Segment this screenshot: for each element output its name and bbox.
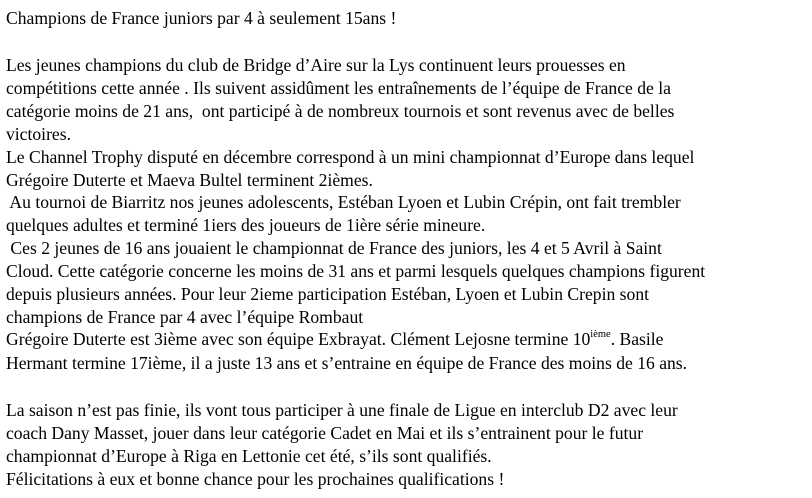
paragraph-line: Grégoire Duterte et Maeva Bultel terminent 2ièmes. — [6, 170, 373, 190]
line-text: . Basile — [610, 329, 664, 349]
paragraph-line: champions de France par 4 avec l’équipe Rombaut — [6, 307, 364, 327]
paragraph-line: Le Channel Trophy disputé en décembre correspond à un mini championnat d’Europe dans lequel — [6, 147, 695, 167]
paragraph-line: Les jeunes champions du club de Bridge d’Aire sur la Lys continuent leurs prouesses en — [6, 55, 626, 75]
line-text: Grégoire Duterte est 3ième avec son équipe Exbrayat. Clément Lejosne termine 10 — [6, 329, 591, 349]
paragraph-line: Hermant termine 17ième, il a juste 13 ans et s’entraine en équipe de France des moins de 16 ans. — [6, 353, 688, 373]
superscript-text: ième — [590, 329, 611, 341]
paragraph-line: victoires. — [6, 124, 71, 144]
paragraph-line — [6, 328, 663, 351]
paragraph-line: Félicitations à eux et bonne chance pour les prochaines qualifications ! — [6, 469, 505, 489]
paragraph-line: compétitions cette année . Ils suivent assidûment les entraînements de l’équipe de France de la — [6, 78, 671, 98]
paragraph-line: depuis plusieurs années. Pour leur 2ieme participation Estéban, Lyoen et Lubin Crepin sont — [6, 284, 650, 304]
paragraph-line: championnat d’Europe à Riga en Lettonie cet été, s’ils sont qualifiés. — [6, 446, 492, 466]
document-title: Champions de France juniors par 4 à seulement 15ans ! — [6, 8, 397, 28]
paragraph-line: Ces 2 jeunes de 16 ans jouaient le championnat de France des juniors, les 4 et 5 Avril à Saint — [6, 238, 662, 258]
paragraph-line: Cloud. Cette catégorie concerne les moins de 31 ans et parmi lesquels quelques champions figurent — [6, 261, 706, 281]
paragraph-line: La saison n’est pas finie, ils vont tous participer à une finale de Ligue en interclub D2 avec leur — [6, 400, 678, 420]
paragraph-line: Au tournoi de Biarritz nos jeunes adolescents, Estéban Lyoen et Lubin Crépin, ont fait trembler — [6, 192, 681, 212]
paragraph-line: coach Dany Masset, jouer dans leur catégorie Cadet en Mai et ils s’entrainent pour le futur — [6, 423, 644, 443]
paragraph-line: catégorie moins de 21 ans, ont participé à de nombreux tournois et sont revenus avec de belles — [6, 101, 675, 121]
paragraph-line: quelques adultes et terminé 1iers des joueurs de 1ière série mineure. — [6, 215, 486, 235]
